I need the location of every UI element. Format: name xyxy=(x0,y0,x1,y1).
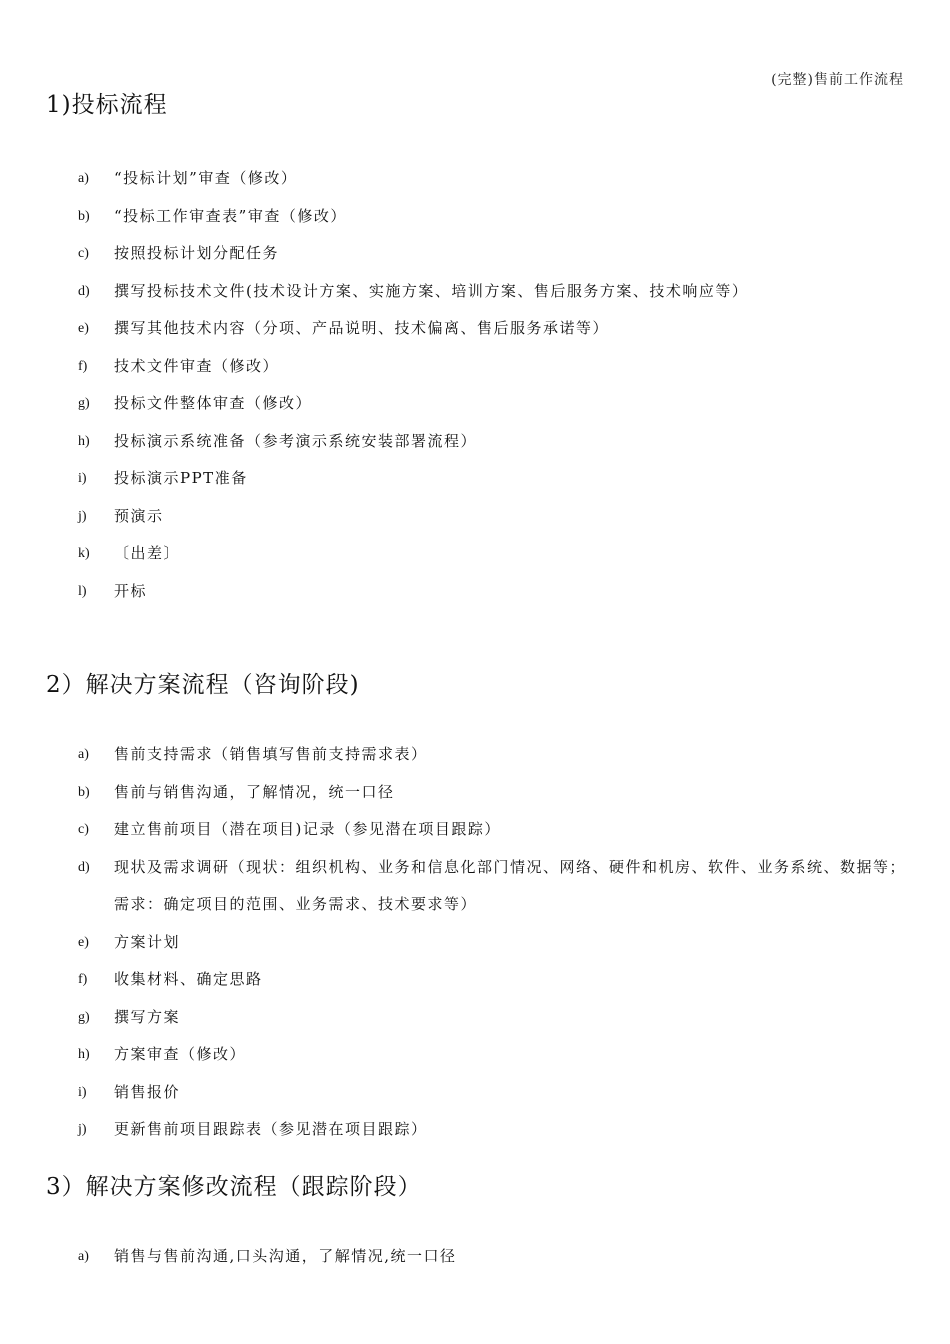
list-item-text: 方案审查（修改） xyxy=(114,1045,247,1063)
list-item-text: 收集材料、确定思路 xyxy=(114,970,263,988)
list-marker: e) xyxy=(78,321,89,336)
list-item-text: 按照投标计划分配任务 xyxy=(114,244,280,262)
solution-steps-list xyxy=(78,736,918,1149)
list-marker: g) xyxy=(78,396,90,411)
list-item-text: 方案计划 xyxy=(114,932,181,951)
running-header: (完整)售前工作流程 xyxy=(771,72,904,88)
list-item xyxy=(78,736,918,774)
list-item-text: 销售与售前沟通,口头沟通，了解情况,统一口径 xyxy=(114,1247,457,1265)
list-item-text: 售前与销售沟通，了解情况，统一口径 xyxy=(114,782,395,801)
list-marker: f) xyxy=(78,972,88,987)
list-item xyxy=(78,273,918,311)
list-marker: h) xyxy=(78,1047,90,1062)
list-marker: d) xyxy=(78,859,90,875)
list-marker: a) xyxy=(78,747,89,762)
list-marker: e) xyxy=(78,934,89,950)
bidding-steps-list xyxy=(78,160,918,610)
list-item-text: 技术文件审查（修改） xyxy=(114,356,280,375)
list-item-text: 预演示 xyxy=(114,506,164,525)
list-item xyxy=(78,961,918,999)
list-marker: k) xyxy=(78,546,90,561)
list-item-text: “投标计划”审查（修改） xyxy=(114,169,298,187)
list-item-text: 现状及需求调研（现状：组织机构、业务和信息化部门情况、网络、硬件和机房、软件、业务系统、数据等；需求：确定项目的范围、业务需求、技术要求等） xyxy=(114,857,907,913)
list-marker: j) xyxy=(78,508,87,524)
list-item xyxy=(78,999,918,1037)
list-marker: i) xyxy=(78,1084,87,1100)
list-item xyxy=(78,811,918,849)
list-item-text: 撰写其他技术内容（分项、产品说明、技术偏离、售后服务承诺等） xyxy=(114,319,610,337)
list-item-text: 〔出差〕 xyxy=(114,544,181,562)
list-item-text: 投标演示PPT准备 xyxy=(114,469,248,487)
list-item xyxy=(78,310,918,348)
list-item xyxy=(78,423,918,461)
list-item xyxy=(78,1238,918,1276)
list-item xyxy=(78,924,918,962)
list-item xyxy=(78,160,918,198)
solution-revision-steps-list xyxy=(78,1238,918,1276)
list-item xyxy=(78,198,918,236)
list-item xyxy=(78,1111,918,1149)
list-item xyxy=(78,385,918,423)
list-item-text: 销售报价 xyxy=(114,1082,181,1101)
list-marker: l) xyxy=(78,583,87,599)
list-item xyxy=(78,498,918,536)
list-marker: a) xyxy=(78,171,89,186)
list-marker: b) xyxy=(78,784,90,800)
list-marker: b) xyxy=(78,208,90,224)
list-item xyxy=(78,774,918,812)
list-item-text: 投标文件整体审查（修改） xyxy=(114,394,313,412)
list-marker: f) xyxy=(78,358,88,374)
list-item xyxy=(78,573,918,611)
list-item xyxy=(78,535,918,573)
list-item-text: 建立售前项目（潜在项目)记录（参见潜在项目跟踪） xyxy=(114,820,501,838)
list-marker: j) xyxy=(78,1122,87,1137)
list-item xyxy=(78,849,918,924)
list-item-text: 开标 xyxy=(114,581,148,600)
list-item-text: 售前支持需求（销售填写售前支持需求表） xyxy=(114,745,428,763)
list-marker: a) xyxy=(78,1249,89,1264)
list-item-text: 更新售前项目跟踪表（参见潜在项目跟踪） xyxy=(114,1120,428,1138)
list-item xyxy=(78,460,918,498)
section-title-bidding: 1)投标流程 xyxy=(46,92,168,118)
section-title-solution-revision: 3）解决方案修改流程（跟踪阶段） xyxy=(46,1174,422,1200)
list-marker: c) xyxy=(78,822,89,837)
list-item xyxy=(78,1036,918,1074)
section-title-solution: 2）解决方案流程（咨询阶段) xyxy=(46,672,360,698)
list-item xyxy=(78,1074,918,1112)
list-item-text: 投标演示系统准备（参考演示系统安装部署流程） xyxy=(114,431,478,450)
list-marker: g) xyxy=(78,1009,90,1025)
list-item xyxy=(78,348,918,386)
list-marker: i) xyxy=(78,471,87,486)
list-item xyxy=(78,235,918,273)
list-marker: d) xyxy=(78,283,90,299)
list-marker: c) xyxy=(78,246,89,261)
list-item-text: 撰写方案 xyxy=(114,1007,181,1026)
list-marker: h) xyxy=(78,433,90,449)
list-item-text: 撰写投标技术文件(技术设计方案、实施方案、培训方案、售后服务方案、技术响应等） xyxy=(114,281,749,300)
list-item-text: “投标工作审查表”审查（修改） xyxy=(114,206,347,225)
